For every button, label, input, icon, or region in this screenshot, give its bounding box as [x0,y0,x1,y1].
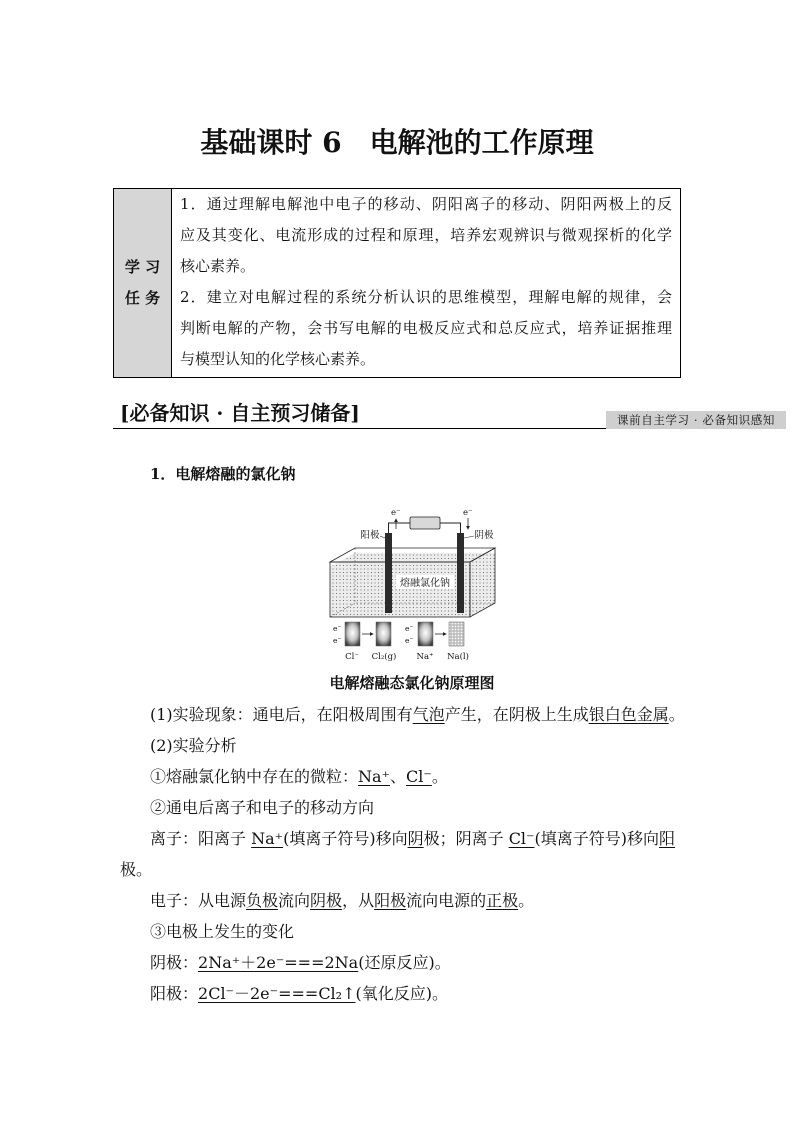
chlorine-label: Cl₂(g) [371,652,397,662]
answer-underline: 阳极 [374,891,407,910]
cathode-reaction-line [120,947,680,978]
text-segment: ①熔融氯化钠中存在的微粒： [150,767,359,786]
text-segment: 极。 [120,860,153,879]
cathode-electrode [457,533,464,613]
objectives-label-line: 学 习 [124,258,161,276]
answer-underline: 2Na⁺＋2e⁻===2Na [198,953,359,972]
text-segment: 。 [518,891,535,910]
analysis-heading: (2)实验分析 [150,736,237,755]
text-segment: 流向电源的 [406,891,487,910]
cathode-label: 阴极 [474,530,494,541]
text-segment: 、 [390,767,407,786]
electrolysis-diagram [325,505,500,663]
ions-line [120,823,680,854]
text-segment: 阴极： [150,953,199,972]
wire-right [440,523,461,533]
changes-heading: ③电极上发生的变化 [150,922,295,941]
answer-underline: Na⁺ [251,829,284,848]
text-segment: ，从 [342,891,375,910]
subsection-heading: 1．电解熔融的氯化钠 [150,465,296,483]
body-text [120,699,685,1009]
text-segment: (还原反应)。 [358,953,451,972]
text-segment: (1)实验现象：通电后，在阳极周围有 [150,705,413,724]
answer-underline: 正极 [486,891,519,910]
answer-underline: 气泡 [412,705,445,724]
answer-underline: 2Cl⁻－2e⁻===Cl₂↑ [198,984,356,1003]
anode-electrode [385,533,392,613]
electron-label: e⁻ [463,508,473,518]
objective-2-line: 2．建立对电解过程的系统分析认识的思维模型，理解电解的规律，会 [180,288,672,306]
text-segment: 产生，在阴极上生成 [444,705,589,724]
melt-front [330,567,470,617]
objectives-label-cell [114,189,172,377]
sodium-ion-image [418,622,433,646]
objective-1-line: 1．通过理解电解池中电子的移动、阴阳离子的移动、阴阳两极上的反 [180,195,672,213]
text-segment: (氧化反应)。 [355,984,448,1003]
page-title: 基础课时 6 电解池的工作原理 [200,126,594,159]
answer-underline: 银白色金属 [588,705,669,724]
text-segment: 离子：阳离子 [150,829,252,848]
electron-label: e⁻ [333,624,342,633]
ions-line-continued [120,854,680,885]
figure-caption: 电解熔融态氯化钠原理图 [329,674,495,692]
chloride-label: Cl⁻ [345,652,359,662]
anode-reaction-line [120,978,680,1009]
anode-leader [380,536,385,538]
text-segment: (填离子符号)移向 [283,829,408,848]
objectives-label-line: 任 务 [124,289,161,307]
particles-line [120,761,680,792]
anode-label: 阳极 [360,530,380,541]
objective-1-line: 应及其变化、电流形成的过程和原理，培养宏观辨识与微观探析的化学 [180,226,672,244]
text-segment: 流向 [278,891,311,910]
text-segment: 。 [668,705,685,724]
electron-label: e⁻ [405,624,414,633]
text-segment: 。 [431,767,448,786]
cathode-leader [464,536,474,538]
text-segment: (填离子符号)移向 [534,829,659,848]
learning-objectives-table [113,188,681,378]
electron-label: e⁻ [391,508,401,518]
answer-underline: Cl⁻ [508,829,535,848]
observation-line [120,699,685,730]
electron-label: e⁻ [405,636,414,645]
answer-underline: 阴 [407,829,424,848]
answer-underline: Na⁺ [358,767,390,786]
text-segment: 极；阴离子 [423,829,509,848]
answer-underline: Cl⁻ [406,767,432,786]
sodium-ion-label: Na⁺ [416,652,434,662]
sodium-metal-image [449,622,464,646]
objective-2-line: 与模型认知的化学核心素养。 [180,350,376,368]
sodium-label: Na(l) [447,652,469,662]
wire-left [389,523,411,533]
electrons-line [120,885,680,916]
section-header [113,398,606,429]
power-source [410,517,440,529]
section-heading: [必备知识 · 自主预习储备] [120,401,360,425]
melt-label: 熔融氯化钠 [400,578,450,589]
answer-underline: 阳 [659,829,676,848]
answer-underline: 负极 [246,891,279,910]
movement-heading: ②通电后离子和电子的移动方向 [150,798,375,817]
objective-1-line: 核心素养。 [180,257,256,275]
objective-2-line: 判断电解的产物，会书写电解的电极反应式和总反应式，培养证据推理 [180,319,672,337]
objectives-text-cell [172,189,680,377]
answer-underline: 阴极 [310,891,343,910]
electron-label: e⁻ [333,636,342,645]
chloride-ion-image [345,622,360,646]
section-tag: 课前自主学习 · 必备知识感知 [606,411,786,429]
text-segment: 电子：从电源 [150,891,247,910]
text-segment: 阳极： [150,984,199,1003]
chlorine-gas-image [376,622,391,646]
